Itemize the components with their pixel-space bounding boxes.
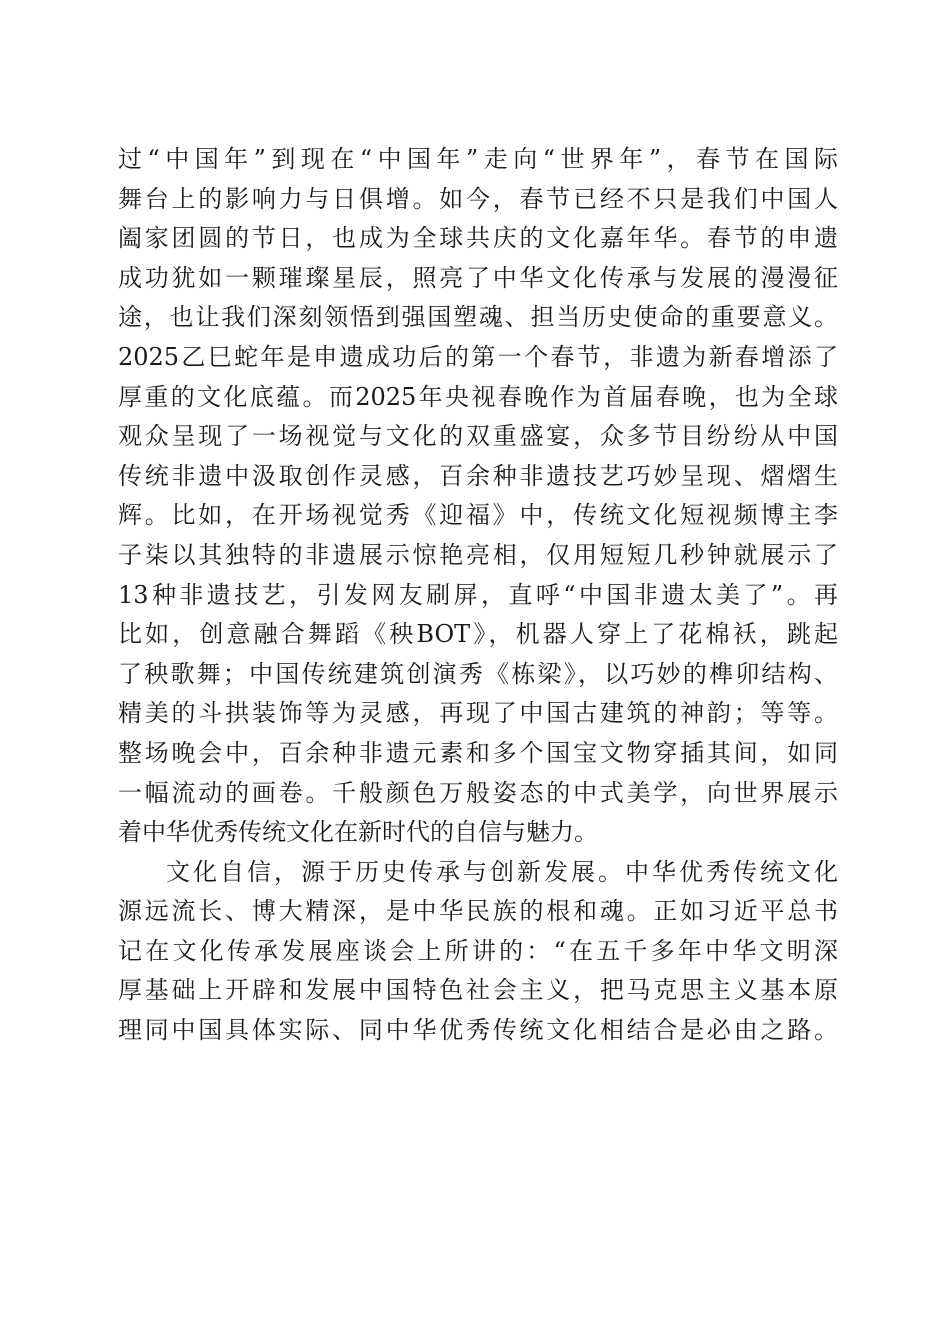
text-line: 过“中国年”到现在“中国年”走向“世界年”，春节在国际 [118,145,838,173]
text-line: 源远流长、博大精深，是中华民族的根和魂。正如习近平总书 [118,897,838,926]
text-line: 舞台上的影响力与日俱增。如今，春节已经不只是我们中国人 [118,184,838,213]
text-line: 一幅流动的画卷。千般颜色万般姿态的中式美学，向世界展示 [118,778,838,807]
text-line: 厚基础上开辟和发展中国特色社会主义，把马克思主义基本原 [118,976,838,1005]
text-line: 比如，创意融合舞蹈《秧BOT》，机器人穿上了花棉袄，跳起 [118,620,838,649]
document-body [118,140,838,1051]
text-line: 观众呈现了一场视觉与文化的双重盛宴，众多节目纷纷从中国 [118,422,838,451]
text-line: 厚重的文化底蕴。而2025年央视春晚作为首届春晚，也为全球 [118,382,838,411]
text-line: 2025乙巳蛇年是申遗成功后的第一个春节，非遗为新春增添了 [118,342,838,371]
text-line: 途，也让我们深刻领悟到强国塑魂、担当历史使命的重要意义。 [118,303,838,332]
text-line: 阖家团圆的节日，也成为全球共庆的文化嘉年华。春节的申遗 [118,224,838,253]
text-line: 着中华优秀传统文化在新时代的自信与魅力。 [118,818,598,847]
text-line: 子柒以其独特的非遗展示惊艳亮相，仅用短短几秒钟就展示了 [118,540,838,569]
text-line: 记在文化传承发展座谈会上所讲的：“在五千多年中华文明深 [118,936,838,965]
text-line: 传统非遗中汲取创作灵感，百余种非遗技艺巧妙呈现、熠熠生 [118,461,838,490]
text-line: 成功犹如一颗璀璨星辰，照亮了中华文化传承与发展的漫漫征 [118,263,838,292]
text-line: 整场晚会中，百余种非遗元素和多个国宝文物穿插其间，如同 [118,738,838,767]
text-line: 理同中国具体实际、同中华优秀传统文化相结合是必由之路。 [118,1016,838,1045]
text-line: 了秧歌舞；中国传统建筑创演秀《栋梁》，以巧妙的榫卯结构、 [118,659,838,688]
paragraph-2 [118,853,838,1051]
paragraph-1 [118,140,838,853]
text-line: 13种非遗技艺，引发网友刷屏，直呼“中国非遗太美了”。再 [118,580,838,609]
text-line: 辉。比如，在开场视觉秀《迎福》中，传统文化短视频博主李 [118,501,838,530]
text-line: 文化自信，源于历史传承与创新发展。中华优秀传统文化 [166,857,838,886]
text-line: 精美的斗拱装饰等为灵感，再现了中国古建筑的神韵；等等。 [118,699,838,728]
